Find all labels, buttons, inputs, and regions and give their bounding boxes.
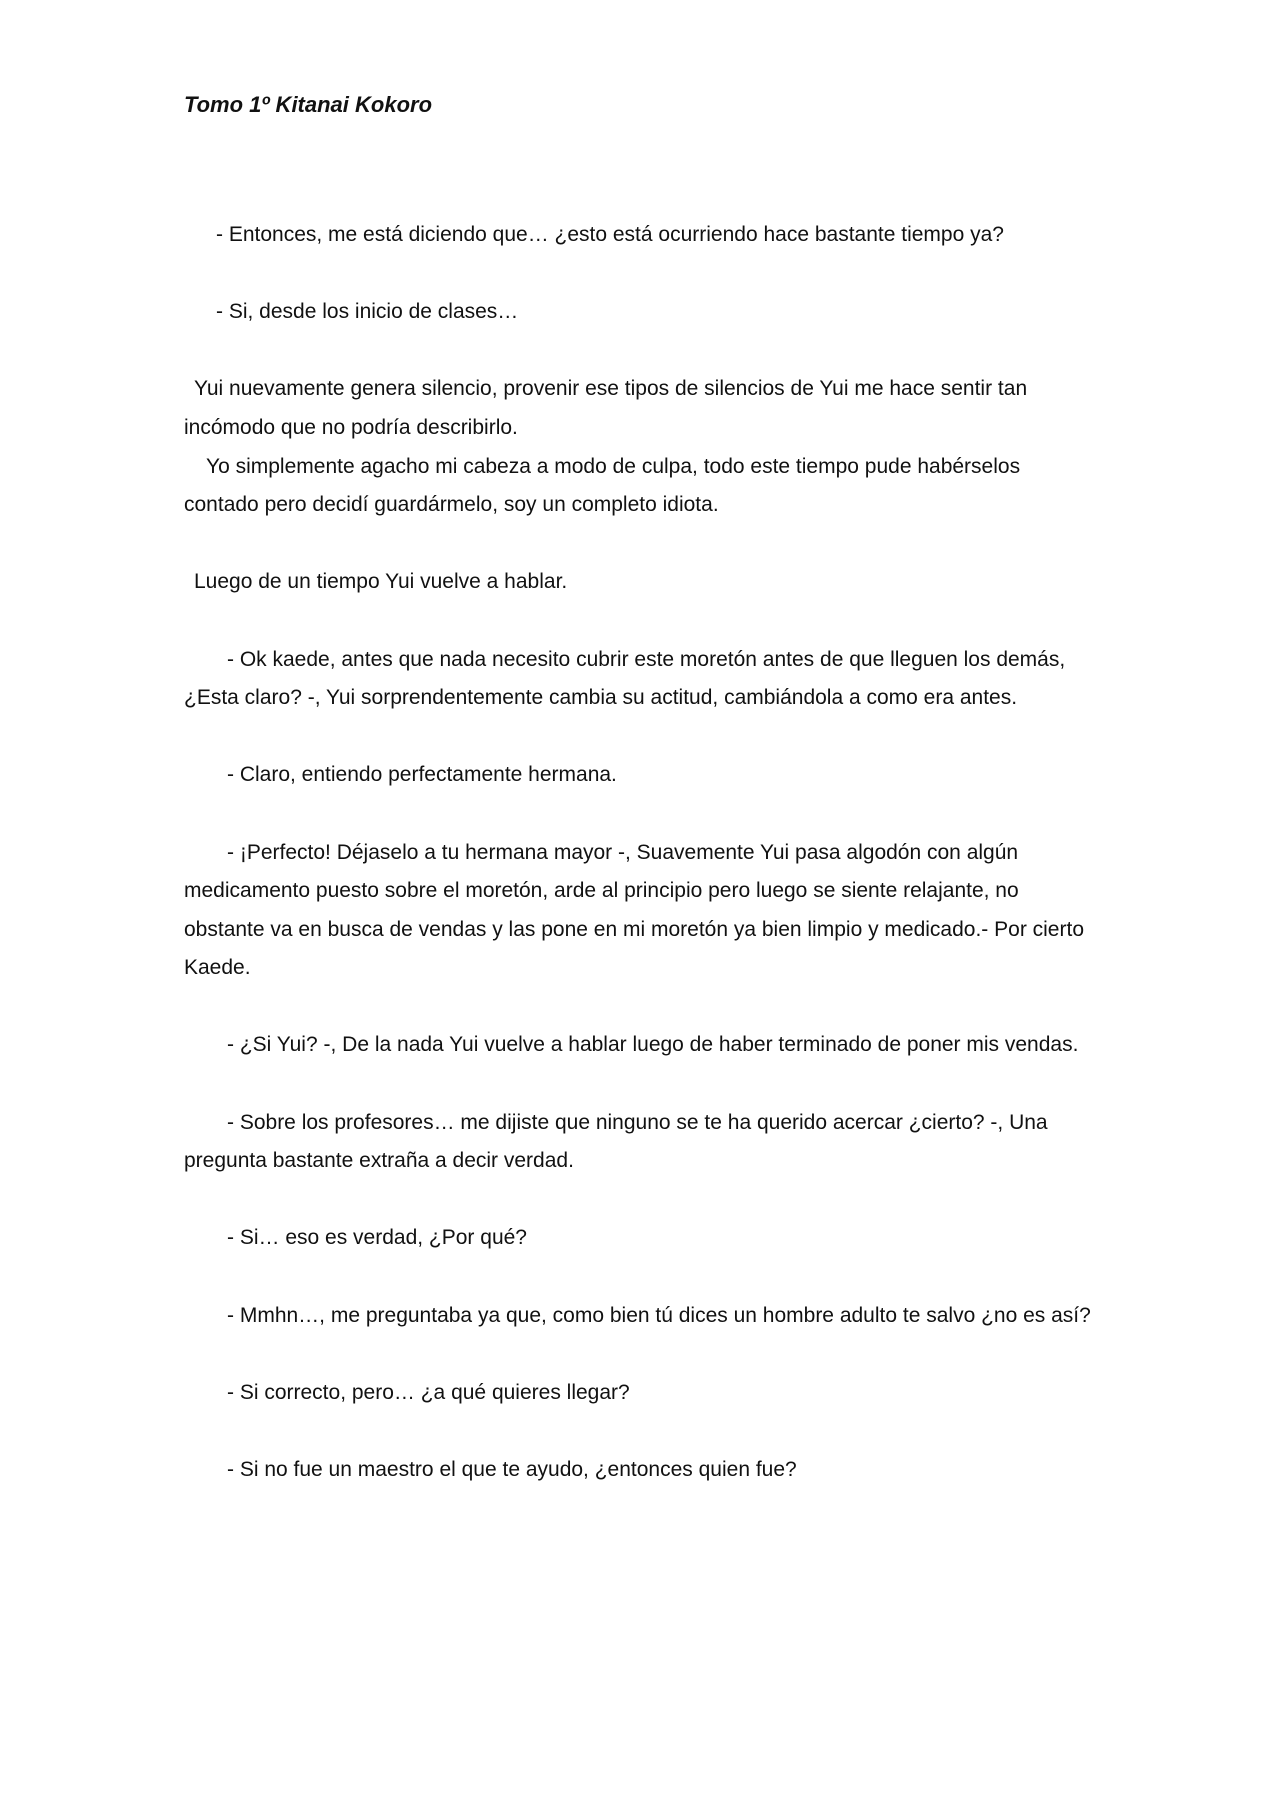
- paragraph: Luego de un tiempo Yui vuelve a hablar.: [194, 570, 568, 594]
- paragraph: - Si correcto, pero… ¿a qué quieres llegar?: [227, 1380, 630, 1404]
- paragraph: - Sobre los profesores… me dijiste que ninguno se te ha querido acercar ¿cierto? -, Una pregunta bastante extraña a decir verdad.: [184, 1110, 1048, 1173]
- document-header: Tomo 1º Kitanai Kokoro: [184, 92, 433, 117]
- paragraph: Yui nuevamente genera silencio, provenir ese tipos de silencios de Yui me hace sentir tan incómodo que no podría describirlo.: [184, 377, 1028, 439]
- paragraph: - Si… eso es verdad, ¿Por qué?: [227, 1226, 527, 1250]
- document-body: [184, 216, 1096, 1528]
- paragraph: - Si, desde los inicio de clases…: [216, 300, 519, 324]
- paragraph: - Claro, entiendo perfectamente hermana.: [227, 763, 617, 787]
- paragraph: - ¡Perfecto! Déjaselo a tu hermana mayor -, Suavemente Yui pasa algodón con algún medicamento puesto sobre el moretón, arde al principio pero luego se siente relajante, no obstante va en busca de vendas y las pone en mi moretón ya bien limpio y medicado.- Por cierto Kaede.: [184, 840, 1084, 980]
- paragraph: - ¿Si Yui? -, De la nada Yui vuelve a hablar luego de haber terminado de poner mis vendas.: [227, 1033, 1079, 1057]
- paragraph: - Mmhn…, me preguntaba ya que, como bien tú dices un hombre adulto te salvo ¿no es así?: [227, 1303, 1091, 1327]
- paragraph: - Entonces, me está diciendo que… ¿esto está ocurriendo hace bastante tiempo ya?: [216, 223, 1004, 246]
- paragraph: - Si no fue un maestro el que te ayudo, ¿entonces quien fue?: [227, 1458, 797, 1481]
- paragraph: Yo simplemente agacho mi cabeza a modo de culpa, todo este tiempo pude habérselos contado pero decidí guardármelo, soy un completo idiota.: [184, 454, 1021, 517]
- document-page: [184, 0, 1096, 1810]
- paragraph: - Ok kaede, antes que nada necesito cubrir este moretón antes de que lleguen los demás, ¿Esta claro? -, Yui sorprendentemente cambia su actitud, cambiándola a como era antes.: [184, 647, 1066, 710]
